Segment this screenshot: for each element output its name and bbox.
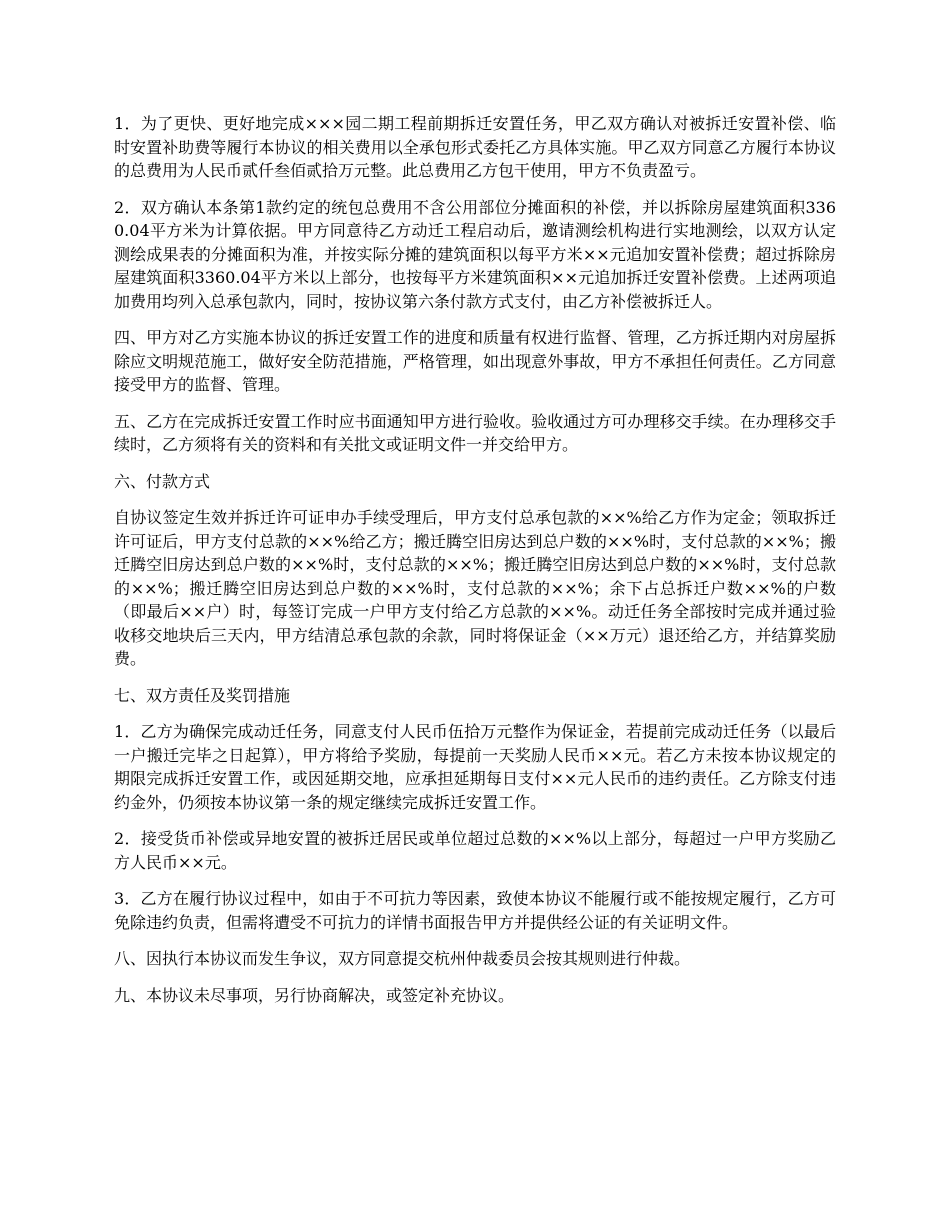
paragraph-article-4: 四、甲方对乙方实施本协议的拆迁安置工作的进度和质量有权进行监督、管理，乙方拆迁期内对房屋拆除应文明规范施工，做好安全防范措施，严格管理，如出现意外事故，甲方不承担任何责任。乙方同意接受甲方的监督、管理。 — [114, 328, 836, 394]
document-body — [114, 112, 836, 1020]
paragraph-article-7-clause-2: 2．接受货币补偿或异地安置的被拆迁居民或单位超过总数的××%以上部分，每超过一户甲方奖励乙方人民币××元。 — [114, 829, 836, 872]
paragraph-article-7-clause-3: 3．乙方在履行协议过程中，如由于不可抗力等因素，致使本协议不能履行或不能按规定履行，乙方可免除违约负责，但需将遭受不可抗力的详情书面报告甲方并提供经公证的有关证明文件。 — [114, 889, 836, 932]
paragraph-article-5: 五、乙方在完成拆迁安置工作时应书面通知甲方进行验收。验收通过方可办理移交手续。在办理移交手续时，乙方须将有关的资料和有关批文或证明文件一并交给甲方。 — [114, 411, 836, 454]
heading-article-7: 七、双方责任及奖罚措施 — [114, 685, 291, 705]
paragraph-article-7-clause-1: 1．乙方为确保完成动迁任务，同意支付人民币伍拾万元整作为保证金，若提前完成动迁任务（以最后一户搬迁完毕之日起算），甲方将给予奖励，每提前一天奖励人民币××元。若乙方未按本协议规定的期限完成拆迁安置工作，或因延期交地，应承担延期每日支付××元人民币的违约责任。乙方除支付违约金外，仍须按本协议第一条的规定继续完成拆迁安置工作。 — [114, 722, 836, 812]
heading-article-6: 六、付款方式 — [114, 471, 211, 491]
paragraph-payment-terms: 自协议签定生效并拆迁许可证申办手续受理后，甲方支付总承包款的××%给乙方作为定金；领取拆迁许可证后，甲方支付总款的××%给乙方；搬迁腾空旧房达到总户数的××%时，支付总款的××%；搬迁腾空旧房达到总户数的××%时，支付总款的××%；搬迁腾空旧房达到总户数的××%时，支付总款的××%；搬迁腾空旧房达到总户数的××%时，支付总款的××%；余下占总拆迁户数××%的户数（即最后××户）时，每签订完成一户甲方支付给乙方总款的××%。动迁任务全部按时完成并通过验收移交地块后三天内，甲方结清总承包款的余款，同时将保证金（××万元）退还给乙方，并结算奖励费。 — [114, 508, 836, 668]
paragraph-article-9: 九、本协议未尽事项，另行协商解决，或签定补充协议。 — [114, 985, 515, 1005]
paragraph-article-8: 八、因执行本协议而发生争议，双方同意提交杭州仲裁委员会按其规则进行仲裁。 — [114, 949, 691, 968]
paragraph-clause-2: 2．双方确认本条第1款约定的统包总费用不含公用部位分摊面积的补偿，并以拆除房屋建筑面积3360.04平方米为计算依据。甲方同意待乙方动迁工程启动后，邀请测绘机构进行实地测绘，以双方认定测绘成果表的分摊面积为准，并按实际分摊的建筑面积以每平方米××元追加安置补偿费；超过拆除房屋建筑面积3360.04平方米以上部分，也按每平方米建筑面积××元追加拆迁安置补偿费。上述两项追加费用均列入总承包款内，同时，按协议第六条付款方式支付，由乙方补偿被拆迁人。 — [114, 197, 836, 311]
paragraph-clause-1: 1．为了更快、更好地完成×××园二期工程前期拆迁安置任务，甲乙双方确认对被拆迁安置补偿、临时安置补助费等履行本协议的相关费用以全承包形式委托乙方具体实施。甲乙双方同意乙方履行本协议的总费用为人民币贰仟叁佰贰拾万元整。此总费用乙方包干使用，甲方不负责盈亏。 — [114, 114, 836, 180]
